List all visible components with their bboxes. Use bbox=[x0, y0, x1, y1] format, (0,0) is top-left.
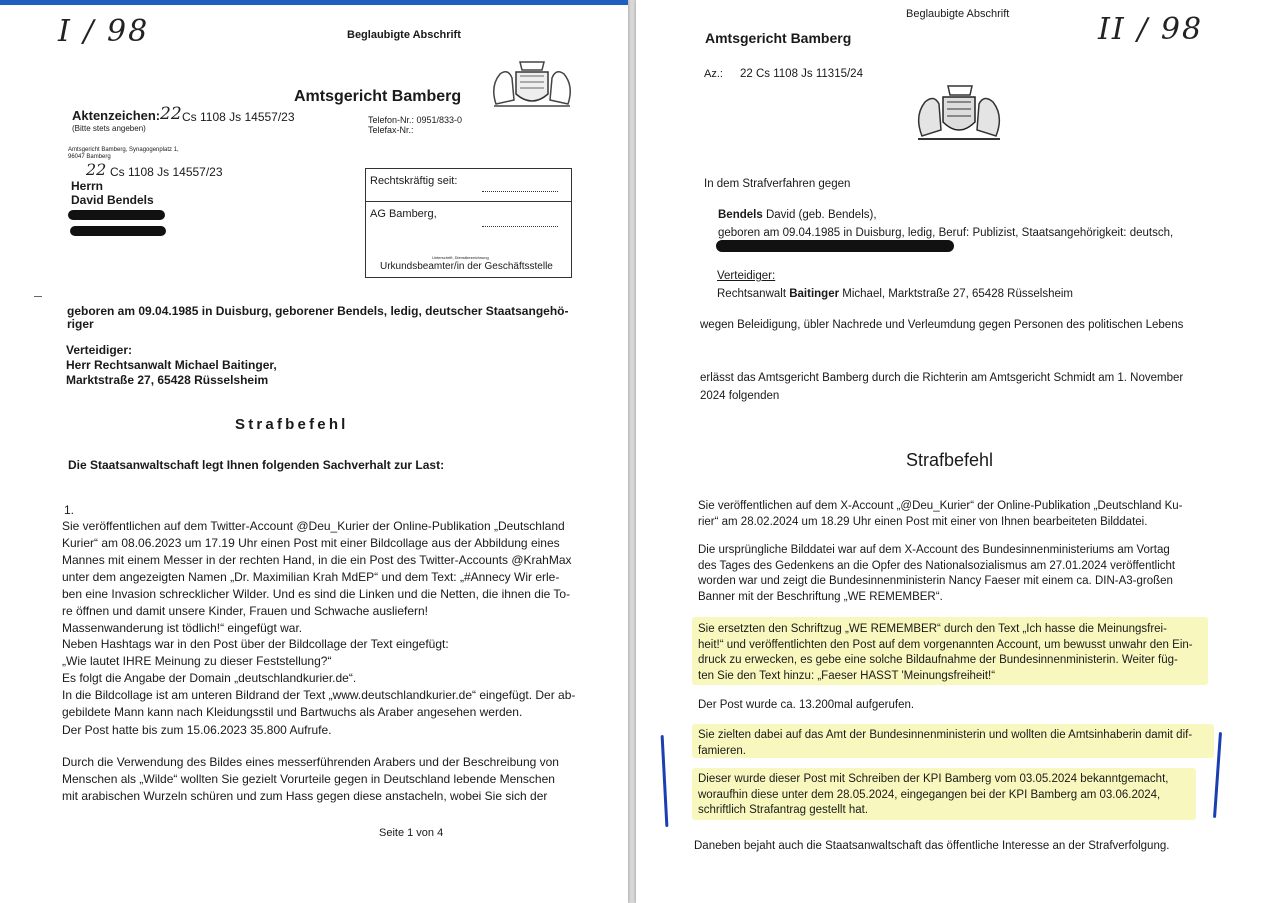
document-title: Strafbefehl bbox=[906, 450, 994, 470]
redaction-bar bbox=[716, 240, 954, 252]
paragraph-7: Daneben bejaht auch die Staatsanwaltschaft das öffentliche Interesse an der Strafverfolgung. bbox=[694, 840, 1170, 852]
margin-mark bbox=[34, 296, 42, 297]
birth-line-2: riger bbox=[67, 317, 94, 331]
charge-line: wegen Beleidigung, übler Nachrede und Verleumdung gegen Personen des politischen Lebens bbox=[700, 319, 1184, 331]
coat-of-arms-icon bbox=[910, 82, 1008, 146]
certified-copy-label: Beglaubigte Abschrift bbox=[347, 29, 461, 41]
defense-label: Verteidiger: bbox=[717, 270, 776, 282]
text-line: In die Bildcollage ist am unteren Bildrand der Text „www.deutschlandkurier.de“ eingefügt. Der ab- bbox=[62, 688, 576, 702]
text-line: Sie veröffentlichen auf dem Twitter-Account @Deu_Kurier der Online-Publikation „Deutschland bbox=[62, 519, 565, 533]
defendant-name bbox=[718, 208, 877, 224]
text-line: re öffnen und damit unsere Kinder, Frauen und Schwache ausliefern! bbox=[62, 604, 429, 618]
file-number: 22 Cs 1108 Js 11315/24 bbox=[740, 68, 863, 80]
proceeding-intro: In dem Strafverfahren gegen bbox=[704, 178, 851, 190]
text-line: ben eine Invasion schrecklicher Wilder. Und es sind die Linken und die Netten, die ihnen die To- bbox=[62, 587, 571, 601]
box-court-line bbox=[482, 226, 558, 227]
defendant-birth: geboren am 09.04.1985 in Duisburg, ledig, Beruf: Publizist, Staatsangehörigkeit: deutsch, bbox=[718, 227, 1174, 239]
document-page-2 bbox=[636, 0, 1280, 903]
paragraph-4 bbox=[62, 754, 602, 805]
paragraph-2 bbox=[62, 636, 602, 721]
reference-handwritten: 22 bbox=[86, 160, 107, 179]
text-line: Banner mit der Beschriftung „WE REMEMBER“. bbox=[698, 590, 943, 603]
text-line: woraufhin diese unter dem 28.05.2024, eingegangen bei der KPI Bamberg am 03.06.2024, bbox=[698, 788, 1161, 801]
signature-caption: Unterschrift, Dienstbezeichnung bbox=[432, 255, 489, 260]
text-line: heit!“ und veröffentlichten den Post auf dem vorgenannten Account, um bewusst unwahr den Ein- bbox=[698, 638, 1193, 651]
text-line: rier“ am 28.02.2024 um 18.29 Uhr einen Post mit einer von Ihnen bearbeiteten Bilddatei. bbox=[698, 515, 1148, 528]
birth-line-1: geboren am 09.04.1985 in Duisburg, geborener Bendels, ledig, deutscher Staatsangehö- bbox=[67, 304, 569, 318]
issuance-line-1: erlässt das Amtsgericht Bamberg durch die Richterin am Amtsgericht Schmidt am 1. November bbox=[700, 372, 1184, 384]
paragraph-3: Der Post hatte bis zum 15.06.2023 35.800 Aufrufe. bbox=[62, 723, 332, 737]
text-line: des Tages des Gedenkens an die Opfer des Nationalsozialismus am 27.01.2024 veröffentlicht bbox=[698, 559, 1176, 572]
text-line: druck zu erwecken, es gebe eine solche Bildaufnahme der Bundesinnenministerin. Weiter füg- bbox=[698, 654, 1178, 666]
paragraph-3 bbox=[698, 622, 1258, 684]
text-line: Dieser wurde dieser Post mit Schreiben der KPI Bamberg vom 03.05.2024 bekanntgemacht, bbox=[698, 773, 1169, 785]
paragraph-4: Der Post wurde ca. 13.200mal aufgerufen. bbox=[698, 699, 915, 711]
court-name: Amtsgericht Bamberg bbox=[705, 30, 852, 46]
redaction-bar bbox=[70, 226, 166, 236]
text-line: Sie zielten dabei auf das Amt der Bundesinnenministerin und wollten die Amtsinhaberin damit dif- bbox=[698, 729, 1193, 741]
text-line: Die ursprüngliche Bilddatei war auf dem X-Account des Bundesinnenministeriums am Vortag bbox=[698, 544, 1170, 556]
text-line: Durch die Verwendung des Bildes eines messerführenden Arabers und der Beschreibung von bbox=[62, 755, 559, 769]
page-number: Seite 1 von 4 bbox=[379, 827, 444, 839]
file-number-label: Az.: bbox=[704, 68, 723, 80]
final-since-label: Rechtskräftig seit: bbox=[370, 175, 458, 187]
file-number-handwritten: 22 bbox=[160, 104, 182, 124]
defendant-surname: Bendels bbox=[718, 209, 763, 221]
paragraph-number: 1. bbox=[64, 503, 75, 517]
text-line: Neben Hashtags war in den Post über der Bildcollage der Text eingefügt: bbox=[62, 637, 449, 651]
fax-number: Telefax-Nr.: bbox=[368, 125, 414, 135]
defense-line bbox=[717, 287, 1073, 303]
issuance-line-2: 2024 folgenden bbox=[700, 390, 780, 402]
document-page-1 bbox=[0, 0, 628, 903]
box-divider bbox=[366, 201, 571, 202]
official-label: Urkundsbeamter/in der Geschäftsstelle bbox=[380, 261, 553, 272]
file-number: Cs 1108 Js 14557/23 bbox=[182, 110, 295, 124]
box-court-label: AG Bamberg, bbox=[370, 208, 437, 220]
recipient-salutation: Herrn bbox=[71, 179, 104, 193]
paragraph-1 bbox=[62, 518, 602, 637]
text-line: Es folgt die Angabe der Domain „deutschlandkurier.de“. bbox=[62, 671, 357, 685]
court-name: Amtsgericht Bamberg bbox=[294, 88, 462, 105]
text-line: Massenwanderung ist tödlich!“ eingefügt war. bbox=[62, 621, 303, 635]
handwritten-page-mark: II / 98 bbox=[1098, 12, 1204, 47]
text-line: Sie veröffentlichen auf dem X-Account „@Deu_Kurier“ der Online-Publikation „Deutschland Ku- bbox=[698, 500, 1183, 512]
file-number-label: Aktenzeichen: bbox=[72, 108, 161, 123]
text-line: schriftlich Strafantrag gestellt hat. bbox=[698, 804, 869, 816]
text-line: Sie ersetzten den Schriftzug „WE REMEMBER“ durch den Text „Ich hasse die Meinungsfrei- bbox=[698, 623, 1167, 635]
phone-number: Telefon-Nr.: 0951/833-0 bbox=[368, 115, 463, 125]
defense-address: Michael, Marktstraße 27, 65428 Rüsselsheim bbox=[839, 288, 1074, 300]
reference-number: Cs 1108 Js 14557/23 bbox=[110, 165, 223, 179]
defense-label: Verteidiger: bbox=[66, 343, 133, 357]
sender-line-1: Amtsgericht Bamberg, Synagogenplatz 1, bbox=[68, 147, 179, 153]
file-number-hint: (Bitte stets angeben) bbox=[72, 124, 146, 133]
text-line: „Wie lautet IHRE Meinung zu dieser Feststellung?“ bbox=[62, 654, 332, 668]
pen-margin-mark-left bbox=[661, 735, 669, 827]
defense-title: Rechtsanwalt bbox=[717, 288, 790, 300]
paragraph-1 bbox=[698, 499, 1258, 530]
text-line: Mannes mit einem Messer in der rechten Hand, in die ein Post des Twitter-Accounts @KrahMax bbox=[62, 553, 572, 567]
text-line: Kurier“ am 08.06.2023 um 17.19 Uhr einen Post mit einer Bildcollage aus der Abbildung eines bbox=[62, 536, 560, 550]
paragraph-2 bbox=[698, 543, 1258, 605]
recipient-name: David Bendels bbox=[71, 193, 154, 207]
certified-copy-label: Beglaubigte Abschrift bbox=[906, 8, 1010, 20]
paragraph-5 bbox=[698, 728, 1258, 759]
defense-address: Marktstraße 27, 65428 Rüsselsheim bbox=[66, 373, 269, 387]
legal-status-box bbox=[365, 168, 572, 278]
document-title: Strafbefehl bbox=[235, 416, 349, 433]
redaction-bar bbox=[68, 210, 165, 220]
coat-of-arms-icon bbox=[486, 56, 578, 112]
defense-name: Herr Rechtsanwalt Michael Baitinger, bbox=[66, 358, 277, 372]
sender-line-2: 96047 Bamberg bbox=[68, 154, 111, 160]
text-line: ten Sie den Text hinzu: „Faeser HASST 'Meinungsfreiheit!“ bbox=[698, 669, 996, 682]
paragraph-6 bbox=[698, 772, 1258, 819]
text-line: Menschen als „Wilde“ wollten Sie gezielt Vorurteile gegen in Deutschland lebende Menschen bbox=[62, 772, 555, 786]
defendant-forename: David (geb. Bendels), bbox=[762, 209, 877, 221]
text-line: mit arabischen Wurzeln schüren und zum Hass gegen diese anstacheln, wobei Sie sich der bbox=[62, 789, 548, 803]
handwritten-page-mark: I / 98 bbox=[58, 14, 150, 49]
defense-surname: Baitinger bbox=[789, 288, 840, 300]
window-top-bar bbox=[0, 0, 628, 5]
charge-intro: Die Staatsanwaltschaft legt Ihnen folgenden Sachverhalt zur Last: bbox=[68, 458, 445, 472]
text-line: unter dem angezeigten Namen „Dr. Maximilian Krah MdEP“ und dem Text: „#Annecy Wir erle- bbox=[62, 570, 560, 584]
text-line: famieren. bbox=[698, 744, 746, 757]
text-line: gebildete Mann kann nach Kleidungsstil und Bartwuchs als Araber angesehen werden. bbox=[62, 705, 523, 719]
final-since-line bbox=[482, 191, 558, 192]
text-line: worden war und zeigt die Bundesinnenministerin Nancy Faeser mit einem ca. DIN-A3-großen bbox=[698, 575, 1173, 587]
